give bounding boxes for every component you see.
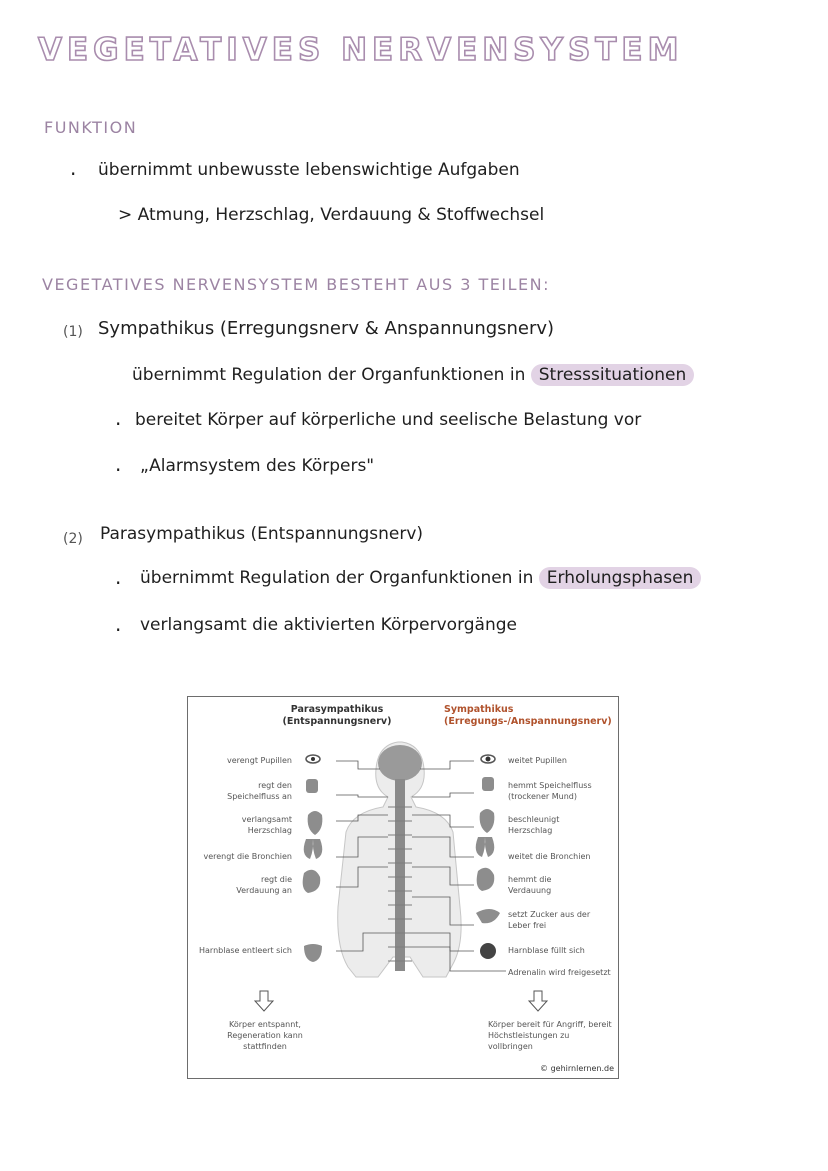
right-result: Körper bereit für Angriff, bereit Höchstleistungen zu vollbringen	[488, 1020, 612, 1051]
left-label-speichel: regt den Speichelfluss an	[227, 781, 292, 801]
right-label-adrenalin: Adrenalin wird freigesetzt	[508, 968, 611, 977]
bullet-dot: ·	[115, 412, 122, 436]
right-label-verdauung: hemmt die Verdauung	[508, 875, 552, 895]
bullet-dot: ·	[115, 571, 122, 595]
right-label-speichel: hemmt Speichelfluss (trockener Mund)	[508, 781, 592, 801]
item-number-1: (1)	[63, 324, 83, 340]
parasympathikus-line	[140, 568, 701, 588]
parasympathikus-title: Parasympathikus (Entspannungsnerv)	[100, 524, 424, 544]
left-label-harnblase: Harnblase entleert sich	[199, 946, 292, 955]
page-title: VEGETATIVES NERVENSYSTEM	[38, 32, 684, 68]
diagram-left-subtitle: (Entspannungsnerv)	[282, 716, 392, 727]
right-label-leber: setzt Zucker aus der Leber frei	[508, 910, 591, 930]
bullet-dot: ·	[70, 162, 77, 186]
funktion-sub: > Atmung, Herzschlag, Verdauung & Stoffwechsel	[118, 205, 545, 225]
right-label-herz: beschleunigt Herzschlag	[508, 815, 560, 835]
item-number-2: (2)	[63, 531, 83, 547]
left-organ-icons	[303, 755, 323, 962]
nervous-system-diagram	[187, 696, 619, 1079]
right-label-bronchien: weitet die Bronchien	[508, 852, 591, 861]
funktion-bullet: übernimmt unbewusste lebenswichtige Aufgaben	[98, 160, 520, 180]
bullet-dot: ·	[115, 458, 122, 482]
left-label-bronchien: verengt die Bronchien	[203, 852, 292, 861]
highlight-stresssituationen: Stresssituationen	[531, 364, 694, 386]
diagram-right-title	[444, 704, 612, 728]
section-heading-teile: VEGETATIVES NERVENSYSTEM BESTEHT AUS 3 TEILEN:	[42, 275, 550, 294]
diagram-left-title	[272, 704, 402, 728]
diagram-right-title-text: Sympathikus	[444, 704, 514, 715]
left-label-verdauung: regt die Verdauung an	[236, 875, 292, 895]
left-label-pupillen: verengt Pupillen	[226, 756, 292, 765]
bullet-dot: ·	[115, 618, 122, 642]
diagram-left-title-text: Parasympathikus	[290, 704, 384, 715]
sympathikus-line-text: übernimmt Regulation der Organfunktionen in	[132, 365, 526, 385]
down-arrows	[255, 991, 547, 1011]
right-organ-icons	[476, 755, 500, 959]
left-result: Körper entspannt, Regeneration kann stattfinden	[227, 1020, 303, 1051]
section-heading-funktion: FUNKTION	[44, 118, 138, 137]
sympathikus-bullet-2: „Alarmsystem des Körpers"	[140, 456, 375, 476]
right-label-harnblase: Harnblase füllt sich	[508, 946, 585, 955]
credit-label: © gehirnlernen.de	[540, 1064, 614, 1073]
highlight-erholungsphasen: Erholungsphasen	[539, 567, 702, 589]
parasympathikus-bullet-2: verlangsamt die aktivierten Körpervorgänge	[140, 615, 517, 635]
right-label-pupillen: weitet Pupillen	[508, 756, 567, 765]
parasympathikus-bullet-1-text: übernimmt Regulation der Organfunktionen in	[140, 568, 534, 588]
sympathikus-bullet-1: bereitet Körper auf körperliche und seelische Belastung vor	[135, 410, 642, 430]
diagram-right-subtitle: (Erregungs-/Anspannungsnerv)	[444, 716, 612, 727]
left-label-herz: verlangsamt Herzschlag	[241, 815, 292, 835]
sympathikus-title: Sympathikus (Erregungsnerv & Anspannungsnerv)	[98, 318, 555, 339]
sympathikus-line	[132, 365, 694, 385]
